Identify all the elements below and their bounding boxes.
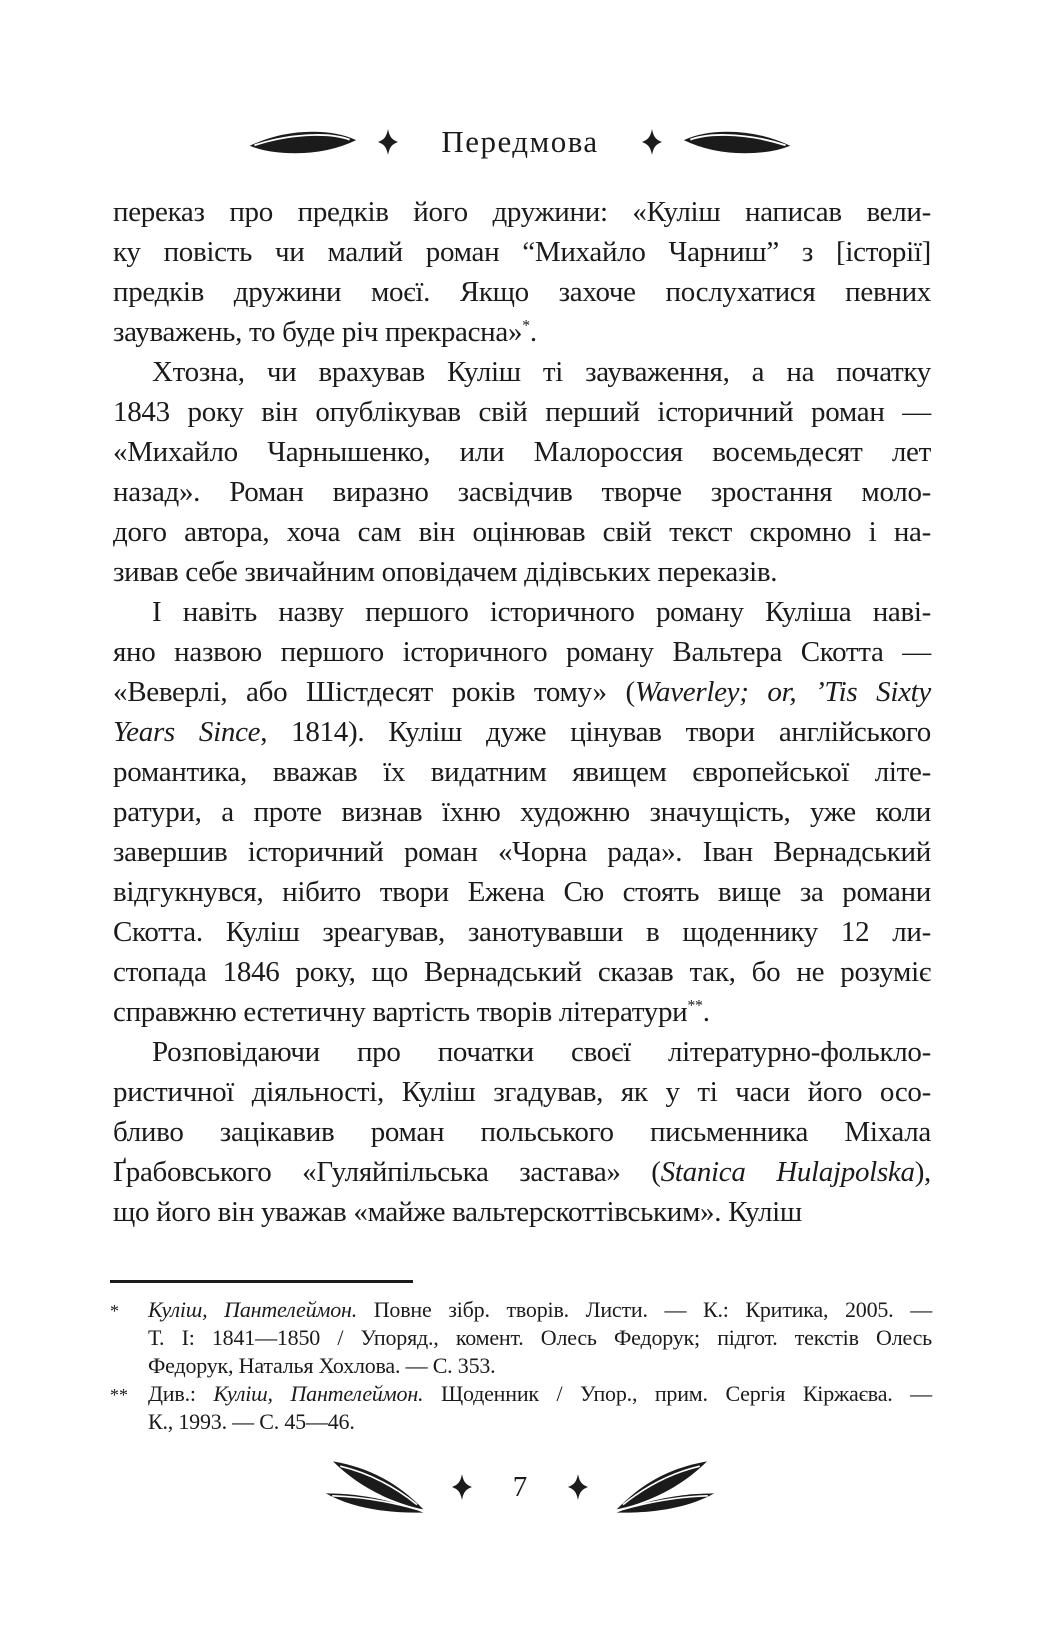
text-run: Скотта. Куліш зреагував, занотувавши в щоденнику 12 ли- [113, 916, 931, 948]
text-run: Хтозна, чи врахував Куліш ті зауваження, а на початку [152, 356, 931, 388]
text-run: ристичної діяльності, Куліш згадував, як у ті часи його осо- [113, 1076, 931, 1108]
text-run: романтика, вважав їх видатним явищем європейської літе- [113, 756, 931, 788]
leaf-flourish-icon [247, 128, 359, 156]
text-run: яно назвою першого історичного роману Вальтера Скотта — [113, 636, 931, 668]
text-run: Розповідаючи про початки своєї літературно-фолькло- [152, 1036, 931, 1068]
footnote-reference: ** [687, 997, 703, 1015]
text-line [113, 272, 931, 312]
text-run: . [529, 316, 537, 348]
text-run: дого автора, хоча сам він оцінював свій текст скромно і на- [113, 516, 931, 548]
text-line [113, 232, 931, 272]
text-line [113, 432, 931, 472]
text-run: І навіть назву першого історичного роману Куліша наві- [152, 596, 931, 628]
text-run: ку повість чи малий роман “Михайло Чарниш” з [історії] [113, 236, 931, 268]
text-line [113, 392, 931, 432]
page-header [0, 114, 1040, 170]
text-run: зауважень, то буде річ прекрасна» [113, 316, 523, 348]
text-line [148, 1352, 932, 1380]
text-run: справжню естетичну вартість творів літератури [113, 996, 688, 1028]
text-line [113, 992, 931, 1032]
text-run: , 1814). Куліш дуже цінував твори англійського [260, 716, 931, 748]
footnote-divider [110, 1280, 413, 1283]
text-line [113, 1192, 931, 1232]
footnote-marker: ** [110, 1385, 128, 1405]
text-line [113, 352, 931, 392]
text-line [113, 192, 931, 232]
text-run: Т. І: 1841—1850 / Упоряд., комент. Олесь Федорук; підгот. текстів Олесь [148, 1325, 932, 1350]
footnote [110, 1380, 932, 1436]
text-run: 1843 року він опублікував свій перший історичний роман — [113, 396, 931, 428]
text-run: бливо зацікавив роман польського письменника Міхала [113, 1116, 931, 1148]
text-line [113, 712, 931, 752]
text-line [148, 1296, 932, 1324]
text-run: стопада 1846 року, що Вернадський сказав так, бо не розуміє [113, 956, 931, 988]
footnote-reference: * [522, 317, 530, 335]
double-leaf-flourish-icon [321, 1458, 425, 1516]
text-run: Years Since [113, 716, 261, 748]
text-run: Щоденник / Упор., прим. Сергія Кіржаєва. — [423, 1381, 932, 1406]
text-run: Куліш, Пантелеймон. [148, 1297, 358, 1322]
text-line [148, 1380, 932, 1408]
four-point-star-icon [377, 128, 399, 156]
footnote-marker: * [110, 1301, 119, 1321]
text-run: Федорук, Наталья Хохлова. — С. 353. [148, 1353, 496, 1378]
body-text [113, 192, 931, 1232]
text-line [113, 952, 931, 992]
text-run: Waverley; or, ’Tis Sixty [634, 676, 931, 708]
text-run: Повне зібр. творів. Листи. — К.: Критика, 2005. — [357, 1297, 932, 1322]
text-line [113, 1112, 931, 1152]
text-run: «Веверлі, або Шістдесят років тому» ( [113, 676, 635, 708]
text-run: ), [914, 1156, 931, 1188]
text-line [148, 1408, 932, 1436]
text-line [113, 1152, 931, 1192]
four-point-star-icon [567, 1473, 589, 1501]
text-run: відгукнувся, нібито твори Ежена Сю стоять вище за романи [113, 876, 931, 908]
text-run: Див.: [148, 1381, 214, 1406]
text-line [113, 552, 931, 592]
page-number: 7 [512, 1470, 528, 1503]
four-point-star-icon [641, 128, 663, 156]
text-line [113, 672, 931, 712]
four-point-star-icon [451, 1473, 473, 1501]
text-run: завершив історичний роман «Чорна рада». Іван Вернадський [113, 836, 931, 868]
text-run: Куліш, Пантелеймон. [213, 1381, 424, 1406]
text-line [113, 1072, 931, 1112]
text-line [113, 792, 931, 832]
text-run: . [702, 996, 710, 1028]
footnote-text [148, 1296, 932, 1380]
text-line [113, 472, 931, 512]
text-run: що його він уважав «майже вальтерскоттівським». Куліш [113, 1196, 802, 1228]
text-run: «Михайло Чарнышенко, или Малороссия восемьдесят лет [113, 436, 931, 468]
text-run: переказ про предків його дружини: «Куліш написав вели- [113, 196, 931, 228]
text-line [113, 592, 931, 632]
text-run: назад». Роман виразно засвідчив творче зростання моло- [113, 476, 931, 508]
double-leaf-flourish-icon [615, 1458, 719, 1516]
text-line [113, 1032, 931, 1072]
text-line [113, 512, 931, 552]
text-run: К., 1993. — С. 45—46. [148, 1409, 355, 1434]
text-run: предків дружини моєї. Якщо захоче послухатися певних [113, 276, 931, 308]
text-run: Stanica Hulajpolska [660, 1156, 915, 1188]
text-run: Ґрабовського «Гуляйпільська застава» ( [113, 1156, 661, 1188]
footnotes [110, 1296, 932, 1436]
text-run: зивав себе звичайним оповідачем дідівських переказів. [113, 556, 778, 588]
text-run: ратури, а проте визнав їхню художню значущість, уже коли [113, 796, 931, 828]
text-line [113, 312, 931, 352]
text-line [113, 832, 931, 872]
page-footer [0, 1450, 1040, 1524]
text-line [113, 872, 931, 912]
text-line [148, 1324, 932, 1352]
footnote-text [148, 1380, 932, 1436]
footnote [110, 1296, 932, 1380]
leaf-flourish-icon [681, 128, 793, 156]
text-line [113, 912, 931, 952]
page-title: Передмова [441, 124, 599, 159]
text-line [113, 632, 931, 672]
text-line [113, 752, 931, 792]
